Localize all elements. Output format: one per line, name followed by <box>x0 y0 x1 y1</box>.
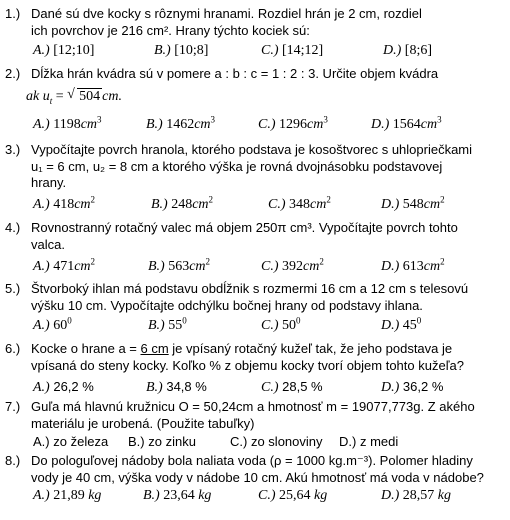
option-letter: A.) <box>33 43 50 58</box>
option-c[interactable] <box>261 379 323 396</box>
edge-length-underlined: 6 cm <box>140 341 169 356</box>
option-unit: cm <box>194 117 211 132</box>
question-number: 6.) <box>5 341 21 356</box>
option-b[interactable] <box>148 256 211 275</box>
option-a[interactable] <box>33 488 101 504</box>
option-unit: cm <box>423 259 441 274</box>
option-letter: B.) <box>143 488 160 503</box>
question-text <box>31 341 506 374</box>
option-value: 348 <box>289 197 310 212</box>
option-d[interactable] <box>381 379 443 396</box>
option-d[interactable] <box>383 43 432 59</box>
formula-subscript: t <box>49 95 53 106</box>
option-a[interactable] <box>33 315 72 334</box>
option-value: 548 <box>402 197 424 212</box>
option-value: [10;8] <box>174 43 209 58</box>
option-b[interactable] <box>146 379 207 396</box>
option-exponent: 3 <box>323 114 328 125</box>
option-letter: B.) <box>146 380 163 395</box>
question-text <box>31 281 506 314</box>
question-line: Guľa má hlavnú kružnicu O = 50,24cm a hmotnosť m = 19077,773g. Z akého <box>31 399 475 414</box>
option-exponent: 2 <box>205 256 211 267</box>
option-a[interactable] <box>33 256 96 275</box>
option-letter: B.) <box>146 117 163 132</box>
formula-prefix: ak u <box>26 89 50 104</box>
option-letter: D.) <box>383 43 402 58</box>
option-value: [14;12] <box>282 43 324 58</box>
option-value: 45 <box>402 318 417 333</box>
option-unit: cm <box>423 197 441 212</box>
option-value: zo slonoviny <box>250 434 323 449</box>
option-unit: kg <box>88 488 102 503</box>
question-text <box>31 142 506 192</box>
option-letter: A.) <box>33 259 50 274</box>
option-value: 26,2 % <box>53 379 94 394</box>
option-b[interactable] <box>151 194 214 213</box>
question-text-part: je vpísaný rotačný kužeľ tak, že jeho podstava je <box>168 341 453 356</box>
option-letter: B.) <box>151 197 168 212</box>
option-letter: C.) <box>261 43 279 58</box>
option-c[interactable] <box>230 434 323 449</box>
formula-eq: = <box>52 89 68 104</box>
option-c[interactable] <box>261 315 301 334</box>
option-exponent: 2 <box>440 256 445 267</box>
option-exponent: 0 <box>182 315 187 326</box>
question-line <box>31 341 506 358</box>
answer-options <box>0 434 510 454</box>
option-value: zo zinku <box>148 434 196 449</box>
question-line: materiálu je urobená. (Použite tabuľky) <box>31 415 255 431</box>
option-unit: cm <box>303 259 320 274</box>
answer-options <box>0 315 510 338</box>
option-value: 1564 <box>392 117 421 132</box>
option-letter: C.) <box>230 434 248 449</box>
question-text <box>31 399 506 432</box>
option-value: 1198 <box>53 117 81 132</box>
answer-options <box>0 43 510 63</box>
question-number: 1.) <box>5 6 21 21</box>
question-line: vpísaná do steny kocky. Koľko % z objemu kocky tvorí objem tohto kužeľa? <box>31 357 464 373</box>
option-letter: A.) <box>33 318 50 333</box>
option-d[interactable] <box>339 434 398 449</box>
option-unit: cm <box>74 197 91 212</box>
option-a[interactable] <box>33 114 102 133</box>
option-value: 248 <box>171 197 193 212</box>
option-value: 21,89 <box>53 488 85 503</box>
option-exponent: 0 <box>67 315 72 326</box>
question-line: Rovnostranný rotačný valec má objem 250π cm³. Vypočítajte povrch tohto <box>31 220 458 235</box>
option-exponent: 0 <box>296 315 301 326</box>
question-number: 8.) <box>5 453 21 468</box>
option-value: 55 <box>168 318 183 333</box>
option-value: 50 <box>282 318 296 333</box>
option-unit: cm <box>74 259 91 274</box>
option-letter: D.) <box>371 117 390 132</box>
option-c[interactable] <box>261 256 324 275</box>
question-line: Štvorboký ihlan má podstavu obdĺžnik s rozmermi 16 cm a 12 cm s telesovú <box>31 281 469 296</box>
option-value: 28,57 <box>402 488 435 503</box>
question-line: valca. <box>31 236 65 252</box>
option-letter: B.) <box>154 43 171 58</box>
option-exponent: 2 <box>319 256 324 267</box>
question-text <box>31 220 506 253</box>
option-exponent: 3 <box>437 114 442 125</box>
option-value: 25,64 <box>279 488 311 503</box>
option-a[interactable] <box>33 434 108 449</box>
option-value: 563 <box>168 259 190 274</box>
option-letter: A.) <box>33 434 50 449</box>
option-letter: C.) <box>258 488 276 503</box>
option-exponent: 3 <box>210 114 216 125</box>
question-line: výšku 10 cm. Vypočítajte odchýlku bočnej hrany od podstavy ihlana. <box>31 297 423 313</box>
question-line: vody je 40 cm, výška vody v nádobe 10 cm. Akú hmotnosť má voda v nádobe? <box>31 469 484 485</box>
option-letter: B.) <box>128 434 145 449</box>
option-value: z medi <box>359 434 399 449</box>
option-value: [12;10] <box>53 43 95 58</box>
option-exponent: 2 <box>326 194 331 205</box>
option-exponent: 0 <box>416 315 422 326</box>
question-text <box>31 453 506 486</box>
option-a[interactable] <box>33 379 94 396</box>
option-unit: kg <box>314 488 328 503</box>
question-number: 7.) <box>5 399 21 414</box>
radical-sign-icon: √ <box>67 87 75 102</box>
option-d[interactable] <box>371 114 442 133</box>
option-value: 392 <box>282 259 303 274</box>
option-d[interactable] <box>381 256 445 275</box>
option-c[interactable] <box>268 194 331 213</box>
square-root <box>67 89 102 105</box>
question-line: u₁ = 6 cm, u₂ = 8 cm a ktorého výška je rovná dvojnásobku podstavovej <box>31 158 443 174</box>
option-value: 613 <box>402 259 424 274</box>
option-letter: D.) <box>381 488 400 503</box>
question-line: Vypočítajte povrch hranola, ktorého podstava je kosoštvorec s uhlopriečkami <box>31 142 473 157</box>
question-line: Do pologuľovej nádoby bola naliata voda (ρ = 1000 kg.m⁻³). Polomer hladiny <box>31 453 473 468</box>
option-b[interactable] <box>154 43 208 59</box>
option-unit: kg <box>198 488 212 503</box>
option-c[interactable] <box>258 488 327 504</box>
option-b[interactable] <box>143 488 211 504</box>
option-value: 23,64 <box>163 488 195 503</box>
option-letter: C.) <box>268 197 286 212</box>
option-d[interactable] <box>381 194 445 213</box>
question-text <box>31 6 506 39</box>
option-d[interactable] <box>381 488 451 504</box>
option-unit: cm <box>307 117 324 132</box>
option-unit: kg <box>437 488 451 503</box>
question-line: hrany. <box>31 175 67 190</box>
question-number: 5.) <box>5 281 21 296</box>
option-value: zo železa <box>53 434 109 449</box>
option-exponent: 2 <box>90 256 96 267</box>
option-value: 471 <box>53 259 75 274</box>
option-letter: B.) <box>148 259 165 274</box>
option-letter: D.) <box>381 259 400 274</box>
option-value: 36,2 % <box>402 379 444 394</box>
option-value: 28,5 % <box>282 379 323 394</box>
option-letter: C.) <box>261 380 279 395</box>
option-d[interactable] <box>381 315 422 334</box>
option-c[interactable] <box>261 43 323 59</box>
option-value: 1296 <box>279 117 307 132</box>
question-number: 3.) <box>5 142 21 157</box>
option-b[interactable] <box>128 434 196 449</box>
option-letter: D.) <box>381 318 400 333</box>
question-number: 4.) <box>5 220 21 235</box>
option-b[interactable] <box>148 315 187 334</box>
question-text-part: Kocke o hrane a = <box>31 341 141 356</box>
option-c[interactable] <box>258 114 328 133</box>
answer-options <box>0 194 510 217</box>
option-letter: B.) <box>148 318 165 333</box>
radicand: 504 <box>79 89 101 104</box>
option-letter: D.) <box>339 434 357 449</box>
option-value: 34,8 % <box>166 379 207 394</box>
answer-options <box>0 379 510 399</box>
option-exponent: 2 <box>90 194 96 205</box>
answer-options <box>0 488 510 508</box>
option-unit: cm <box>310 197 327 212</box>
option-exponent: 3 <box>97 114 102 125</box>
option-letter: A.) <box>33 197 50 212</box>
option-exponent: 2 <box>208 194 214 205</box>
option-letter: D.) <box>381 380 400 395</box>
option-letter: C.) <box>258 117 276 132</box>
formula-unit: cm. <box>102 89 122 104</box>
question-text <box>31 66 506 83</box>
answer-options <box>0 256 510 279</box>
option-letter: C.) <box>261 318 279 333</box>
option-value: 1462 <box>166 117 195 132</box>
option-unit: cm <box>420 117 438 132</box>
question-line: Dĺžka hrán kvádra sú v pomere a : b : c = 1 : 2 : 3. Určite objem kvádra <box>31 66 439 81</box>
option-unit: cm <box>192 197 209 212</box>
option-value: 418 <box>53 197 75 212</box>
option-letter: A.) <box>33 117 50 132</box>
option-value: [8;6] <box>404 43 432 58</box>
answer-options <box>0 114 510 137</box>
option-exponent: 2 <box>440 194 445 205</box>
option-a[interactable] <box>33 43 94 59</box>
option-b[interactable] <box>146 114 216 133</box>
question-number: 2.) <box>5 66 21 81</box>
option-value: 60 <box>53 318 68 333</box>
condition-formula <box>26 89 122 105</box>
option-a[interactable] <box>33 194 96 213</box>
option-letter: A.) <box>33 488 50 503</box>
question-line: Dané sú dve kocky s rôznymi hranami. Rozdiel hrán je 2 cm, rozdiel <box>31 6 422 21</box>
option-letter: A.) <box>33 380 50 395</box>
option-letter: C.) <box>261 259 279 274</box>
option-letter: D.) <box>381 197 400 212</box>
option-unit: cm <box>80 117 98 132</box>
option-unit: cm <box>189 259 206 274</box>
question-line: ich povrchov je 216 cm². Hrany týchto kociek sú: <box>31 22 310 38</box>
